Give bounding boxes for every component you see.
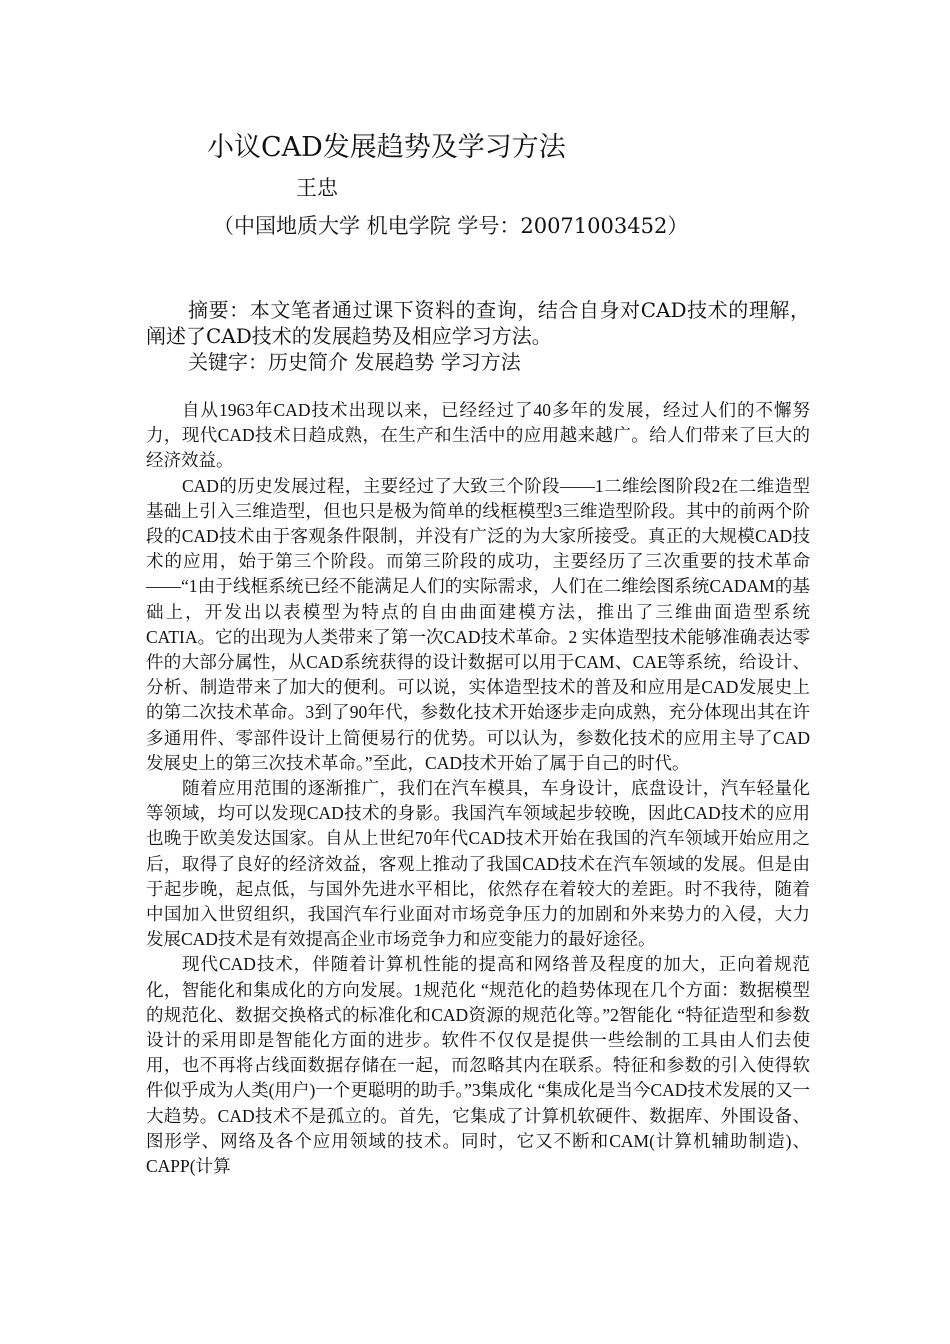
keywords: 关键字：历史简介 发展趋势 学习方法 bbox=[188, 350, 521, 374]
body-text bbox=[146, 398, 810, 1179]
abstract: 摘要：本文笔者通过课下资料的查询，结合自身对CAD技术的理解，阐述了CAD技术的发展趋势及相应学习方法。 bbox=[146, 298, 810, 348]
body-paragraph: 自从1963年CAD技术出现以来，已经经过了40多年的发展，经过人们的不懈努力，现代CAD技术日趋成熟，在生产和生活中的应用越来越广。给人们带来了巨大的经济效益。 bbox=[146, 400, 810, 471]
document-title: 小议CAD发展趋势及学习方法 bbox=[207, 132, 566, 163]
author-name: 王忠 bbox=[296, 176, 338, 200]
body-paragraph: CAD的历史发展过程，主要经过了大致三个阶段——1二维绘图阶段2在二维造型基础上引入三维造型，但也只是极为简单的线框模型3三维造型阶段。其中的前两个阶段的CAD技术由于客观条件限制，并没有广泛的为大家所接受。真正的大规模CAD技术的应用，始于第三个阶段。而第三阶段的成功，主要经历了三次重要的技术革命——“1由于线框系统已经不能满足人们的实际需求，人们在二维绘图系统CADAM的基础上，开发出以表模型为特点的自由曲面建模方法，推出了三维曲面造型系统CATIA。它的出现为人类带来了第一次CAD技术革命。2 实体造型技术能够准确表达零件的大部分属性，从CAD系统获得的设计数据可以用于CAM、CAE等系统，给设计、分析、制造带来了加大的便利。可以说，实体造型技术的普及和应用是CAD发展史上的第二次技术革命。3到了90年代，参数化技术开始逐步走向成熟，充分体现出其在许多通用件、零部件设计上简便易行的优势。可以认为，参数化技术的应用主导了CAD发展史上的第三次技术革命。”至此，CAD技术开始了属于自己的时代。 bbox=[146, 475, 810, 773]
author-affiliation: （中国地质大学 机电学院 学号：20071003452） bbox=[213, 214, 689, 238]
body-paragraph: 现代CAD技术，伴随着计算机性能的提高和网络普及程度的加大，正向着规范化，智能化和集成化的方向发展。1规范化 “规范化的趋势体现在几个方面：数据模型的规范化、数据交换格式的标准化和CAD资源的规范化等。”2智能化 “特征造型和参数设计的采用即是智能化方面的进步。软件不仅仅是提供一些绘制的工具由人们去使用，也不再将占线面数据存储在一起，而忽略其内在联系。特征和参数的引入使得软件似乎成为人类(用户)一个更聪明的助手。”3集成化 “集成化是当今CAD技术发展的又一大趋势。CAD技术不是孤立的。首先，它集成了计算机软硬件、数据库、外围设备、图形学、网络及各个应用领域的技术。同时，它又不断和CAM(计算机辅助制造)、CAPP(计算 bbox=[146, 954, 810, 1177]
body-paragraph: 随着应用范围的逐渐推广，我们在汽车模具，车身设计，底盘设计，汽车轻量化等领域，均可以发现CAD技术的身影。我国汽车领域起步较晚，因此CAD技术的应用也晚于欧美发达国家。自从上世纪70年代CAD技术开始在我国的汽车领域开始应用之后，取得了良好的经济效益，客观上推动了我国CAD技术在汽车领域的发展。但是由于起步晚，起点低，与国外先进水平相比，依然存在着较大的差距。时不我待，随着中国加入世贸组织，我国汽车行业面对市场竞争压力的加剧和外来势力的入侵，大力发展CAD技术是有效提高企业市场竞争力和应变能力的最好途径。 bbox=[146, 778, 810, 950]
